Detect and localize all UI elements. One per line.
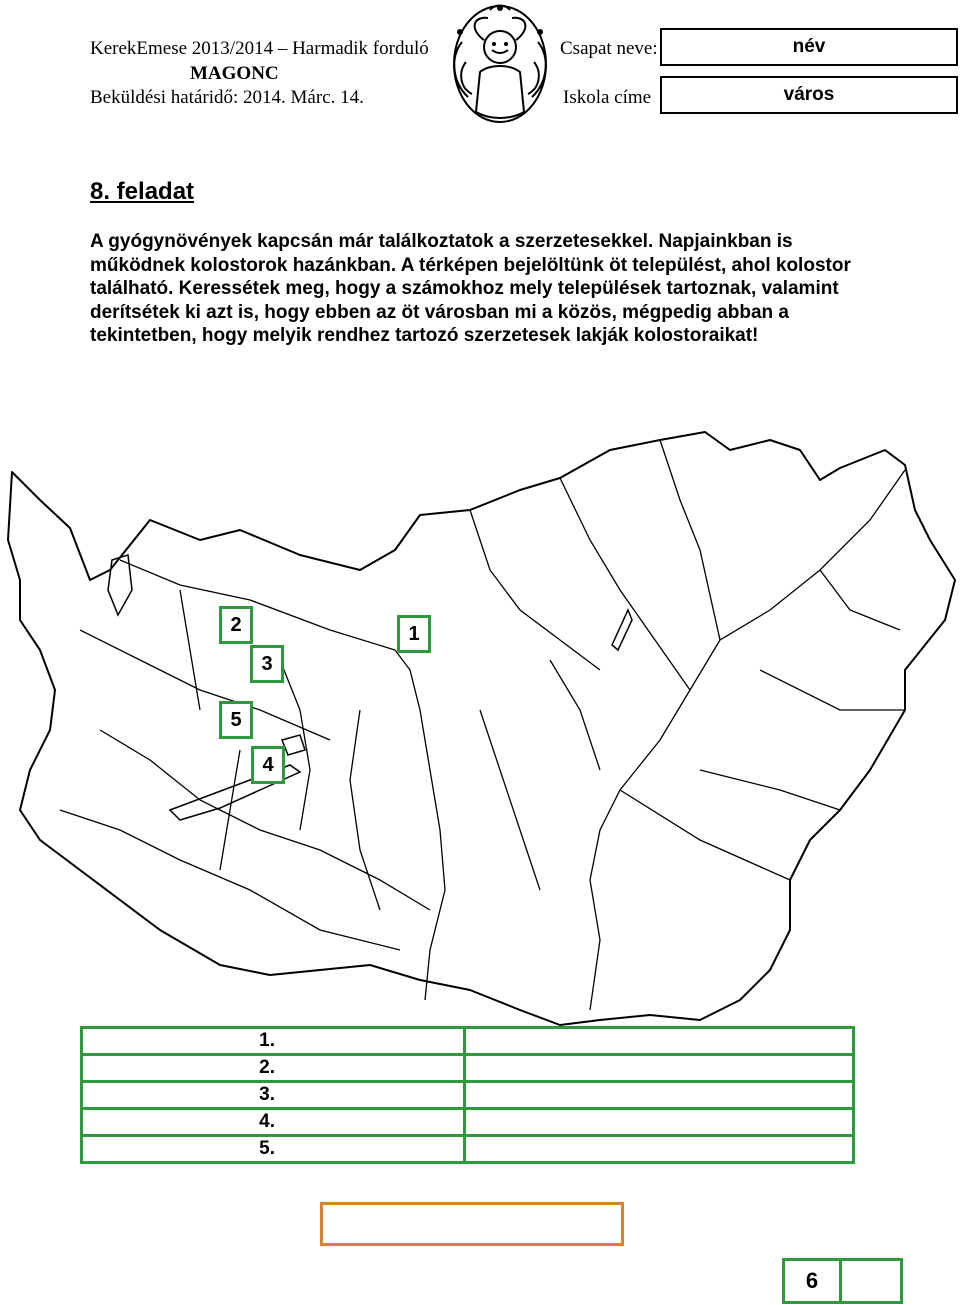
team-name-field[interactable]: név [660,28,958,66]
map-marker-2: 2 [219,606,253,644]
answer-row-label: 2. [82,1055,465,1082]
answer-row-label: 1. [82,1028,465,1055]
country-border [8,432,955,1025]
map-marker-1: 1 [397,615,431,653]
answer-field[interactable] [465,1055,854,1082]
hungary-map [0,410,960,1030]
score-max-points: 6 [785,1261,842,1301]
school-field[interactable]: város [660,76,958,114]
answer-row-label: 4. [82,1109,465,1136]
score-box [782,1258,903,1304]
school-label: Iskola címe [563,87,652,108]
map-marker-4: 4 [251,746,285,784]
answer-row [82,1136,854,1163]
header-deadline: Beküldési határidő: 2014. Márc. 14. [90,87,364,108]
answer-field[interactable] [465,1109,854,1136]
answer-field[interactable] [465,1082,854,1109]
task-text: A gyógynövények kapcsán már találkoztatok a szerzetesekkel. Napjainkban is működnek kolostorok hazánkban. A térképen bejelöltünk öt települést, ahol kolostor található. Keressétek meg, hogy a számokhoz mely települések tartoznak, valamint derítsétek ki azt is, hogy ebben az öt városban mi a közös, mégpedig abban a tekintetben, hogy melyik rendhez tartozó szerzetesek lakják kolostoraikat! [90,231,851,346]
answer-field[interactable] [465,1136,854,1163]
score-earned-field[interactable] [842,1261,900,1301]
answer-row-label: 5. [82,1136,465,1163]
answer-row [82,1109,854,1136]
team-name-label: Csapat neve: [560,38,658,59]
answer-row [82,1028,854,1055]
map-marker-3: 3 [250,645,284,683]
logo-icon [440,2,560,130]
lake-ferto [108,555,132,615]
answer-row [82,1082,854,1109]
lake-tisza [612,610,632,650]
header-round-name: MAGONC [190,63,279,84]
answer-field[interactable] [465,1028,854,1055]
answer-table [80,1026,855,1164]
answer-row-label: 3. [82,1082,465,1109]
answer-row [82,1055,854,1082]
common-feature-field[interactable] [320,1202,624,1246]
header-competition: KerekEmese 2013/2014 – Harmadik forduló [90,38,429,59]
lake-velence [282,735,305,755]
task-title: 8. feladat [90,178,195,205]
map-marker-5: 5 [219,701,253,739]
river-tisza [590,470,905,1010]
